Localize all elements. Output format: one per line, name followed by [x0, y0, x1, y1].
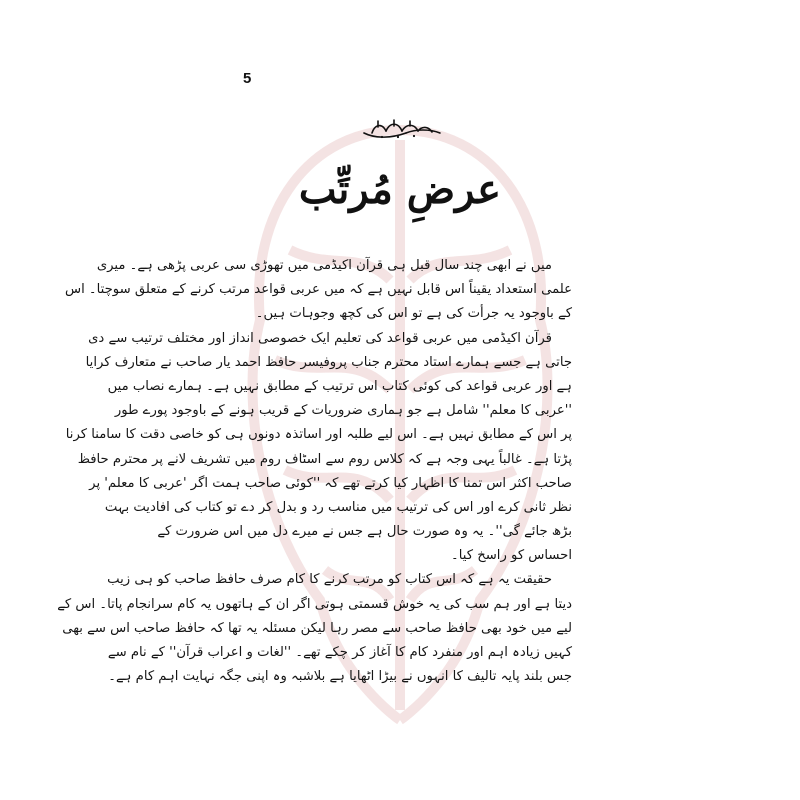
- text-line: دیتا ہے اور ہم سب کی یہ خوش قسمتی ہوتی اگر ان کے ہاتھوں یہ کام سرانجام پاتا۔ اس کے: [57, 596, 572, 612]
- text-line: قرآن اکیڈمی میں عربی قواعد کی تعلیم ایک خصوصی انداز اور مختلف ترتیب سے دی: [88, 330, 552, 346]
- text-line: پڑتا ہے۔ غالباً یہی وجہ ہے کہ کلاس روم سے اسٹاف روم میں تشریف لانے پر محترم حافظ: [77, 451, 572, 467]
- text-line: صاحب اکثر اس تمنا کا اظہار کیا کرتے تھے کہ ''کوئی صاحب ہمت اگر 'عربی کا معلم' پر: [89, 475, 572, 491]
- text-line: جس بلند پایہ تالیف کا انہوں نے بیڑا اٹھایا ہے بلاشبہ وہ اپنی جگہ نہایت اہم کام ہے۔: [108, 669, 572, 685]
- text-line: پر اس کے مطابق نہیں ہے۔ اس لیے طلبہ اور اساتذہ دونوں ہی کو خاصی دقت کا سامنا کرنا: [65, 427, 572, 443]
- text-line: بڑھ جائے گی''۔ یہ وہ صورت حال ہے جس نے میرے دل میں اس ضرورت کے: [157, 524, 572, 540]
- calligraphy-ornament-icon: [362, 118, 442, 140]
- text-line: جاتی ہے جسے ہمارے استاد محترم جناب پروفیسر حافظ احمد یار صاحب نے متعارف کرایا: [85, 354, 572, 370]
- page-number: 5: [243, 70, 252, 87]
- text-line: ہے اور عربی قواعد کی کوئی کتاب اس ترتیب کے مطابق نہیں ہے۔ ہمارے نصاب میں: [107, 378, 572, 394]
- text-line: احساس کو راسخ کیا۔: [451, 548, 572, 564]
- text-line: ''عربی کا معلم'' شامل ہے جو ہماری ضروریات کے قریب ہونے کے باوجود پورے طور: [114, 403, 572, 419]
- page-title: عرضِ مُرتِّب: [298, 166, 502, 213]
- text-line: نظر ثانی کرے اور اس کی ترتیب میں مناسب رد و بدل کر دے تو کتاب کی افادیت بہت: [104, 499, 572, 515]
- text-line: علمی استعداد یقیناً اس قابل نہیں ہے کہ میں عربی قواعد مرتب کرنے کے متعلق سوچتا۔ اس: [64, 282, 572, 298]
- text-line: لیے میں خود بھی حافظ صاحب سے مصر رہا لیکن مسئلہ یہ تھا کہ حافظ صاحب اس سے بھی: [62, 620, 572, 636]
- text-line: کہیں زیادہ اہم اور منفرد کام کا آغاز کر چکے تھے۔ ''لغات و اعراب قرآن'' کے نام سے: [107, 645, 572, 660]
- text-line: حقیقت یہ ہے کہ اس کتاب کو مرتب کرنے کا کام صرف حافظ صاحب کو ہی زیب: [107, 572, 552, 588]
- text-line: میں نے ابھی چند سال قبل ہی قرآن اکیڈمی میں تھوڑی سی عربی پڑھی ہے۔ میری: [96, 258, 552, 273]
- body-text: [57, 254, 572, 689]
- text-line: کے باوجود یہ جرأت کی ہے تو اس کی کچھ وجوہات ہیں۔: [255, 306, 572, 322]
